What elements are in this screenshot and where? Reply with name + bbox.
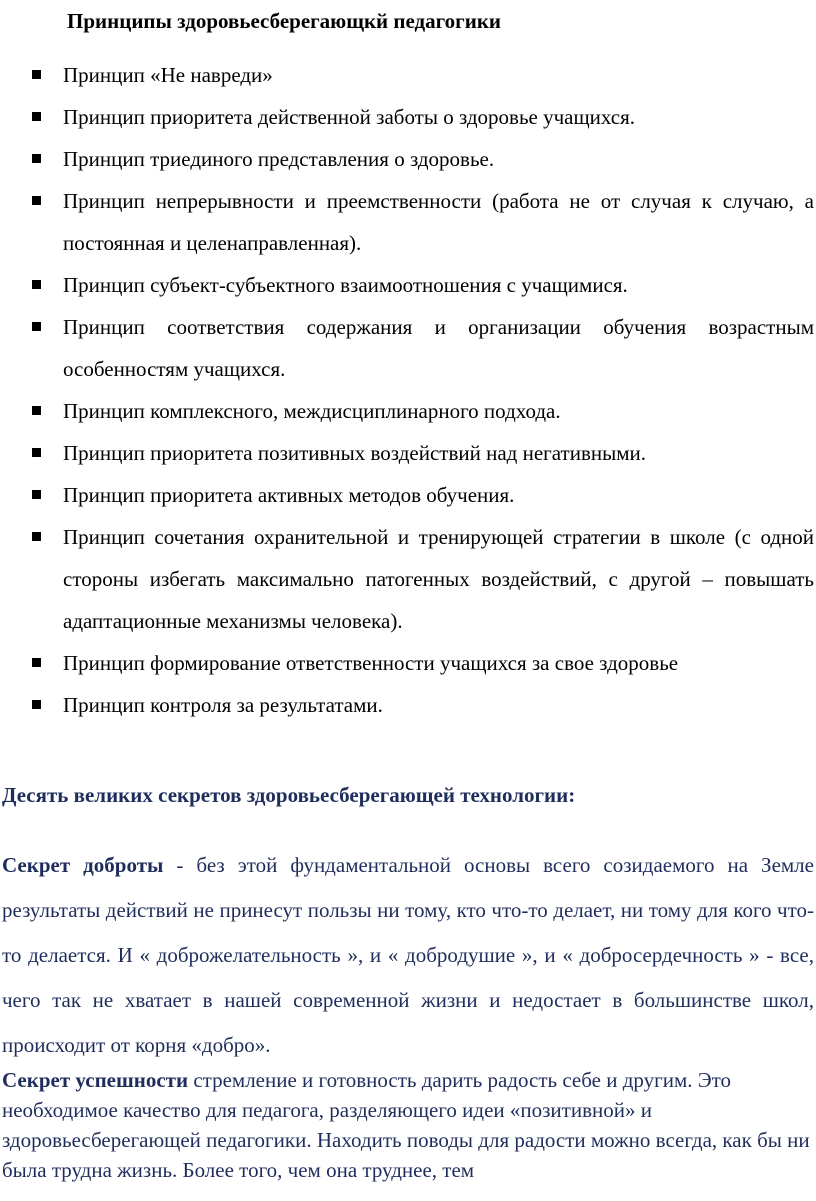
square-bullet-icon [32,532,41,541]
square-bullet-icon [32,154,41,163]
list-item-text: Принцип соответствия содержания и организации обучения возрастным особенностям учащихся. [63,315,814,381]
list-item-text: Принцип приоритета активных методов обучения. [63,483,515,507]
list-item [0,684,816,726]
square-bullet-icon [32,700,41,709]
secret-paragraph-kindness [2,843,814,1068]
list-item [0,306,816,390]
square-bullet-icon [32,70,41,79]
square-bullet-icon [32,658,41,667]
square-bullet-icon [32,406,41,415]
square-bullet-icon [32,490,41,499]
list-item-text: Принцип непрерывности и преемственности (работа не от случая к случаю, а постоянная и целенаправленная). [63,189,814,255]
list-item [0,516,816,642]
page-title: Принципы здоровьесберегающкй педагогики [67,9,502,33]
list-item-text: Принцип комплексного, междисциплинарного подхода. [63,399,561,423]
secret-label: Секрет успешности [2,1068,189,1092]
list-item-text: Принцип субъект-субъектного взаимоотношения с учащимися. [63,273,628,297]
principles-list [0,54,816,726]
list-item [0,390,816,432]
square-bullet-icon [32,448,41,457]
square-bullet-icon [32,322,41,331]
list-item [0,54,816,96]
list-item [0,264,816,306]
secret-text: стремление и готовность дарить радость себе и другим. Это необходимое качество для педагога, разделяющего идеи «позитивной» и здоровьесберегающей педагогики. Находить поводы для радости можно всегда, как бы ни была трудна жизнь. Более того, чем она труднее, тем [2,1068,810,1182]
list-item-text: Принцип приоритета действенной заботы о здоровье учащихся. [63,105,636,129]
list-item-text: Принцип «Не навреди» [63,63,273,87]
secret-label: Секрет доброты [2,853,164,877]
list-item [0,642,816,684]
list-item-text: Принцип приоритета позитивных воздействий над негативными. [63,441,646,465]
square-bullet-icon [32,112,41,121]
list-item-text: Принцип триединого представления о здоровье. [63,147,495,171]
list-item [0,138,816,180]
list-item [0,180,816,264]
section-heading: Десять великих секретов здоровьесберегающей технологии: [2,783,576,807]
square-bullet-icon [32,280,41,289]
secret-paragraph-success [2,1065,814,1185]
list-item-text: Принцип формирование ответственности учащихся за свое здоровье [63,651,679,675]
list-item [0,474,816,516]
list-item-text: Принцип контроля за результатами. [63,693,383,717]
secret-text: - без этой фундаментальной основы всего созидаемого на Земле результаты действий не принесут пользы ни тому, кто что-то делает, ни тому для кого что-то делается. И « доброжелательность », и « добродушие », и « добросердечность » - все, чего так не хватает в нашей современной жизни и недостает в большинстве школ, происходит от корня «добро». [2,853,814,1057]
square-bullet-icon [32,196,41,205]
list-item [0,432,816,474]
list-item [0,96,816,138]
list-item-text: Принцип сочетания охранительной и тренирующей стратегии в школе (с одной стороны избегать максимально патогенных воздействий, с другой – повышать адаптационные механизмы человека). [63,525,814,633]
